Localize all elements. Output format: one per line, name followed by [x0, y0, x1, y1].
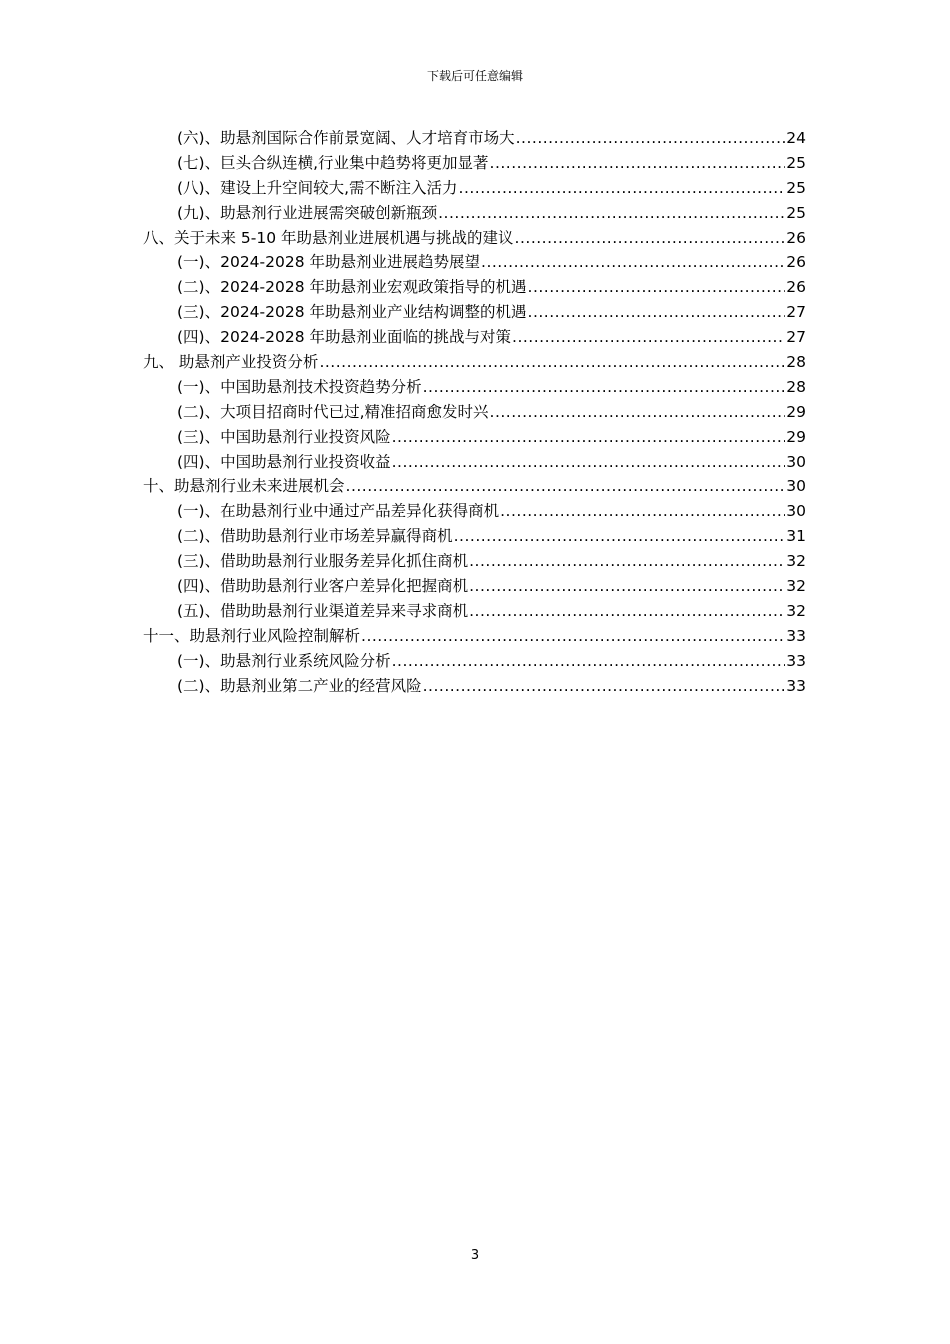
toc-entry-page: 27 [786, 303, 806, 322]
toc-entry-title: (五)、借助助悬剂行业渠道差异来寻求商机 [177, 601, 469, 620]
toc-entry-title: (七)、巨头合纵连横,行业集中趋势将更加显著 [177, 153, 489, 172]
toc-entry[interactable] [143, 350, 806, 375]
toc-entry-page: 30 [786, 452, 806, 471]
toc-dot-leader [469, 574, 785, 599]
toc-entry-page: 26 [786, 253, 806, 272]
toc-entry[interactable] [143, 375, 806, 400]
toc-entry[interactable] [143, 201, 806, 226]
toc-entry[interactable] [143, 499, 806, 524]
toc-entry[interactable] [143, 226, 806, 251]
toc-entry-page: 33 [786, 676, 806, 695]
toc-entry[interactable] [143, 599, 806, 624]
toc-dot-leader [346, 474, 786, 499]
toc-entry-title: (三)、借助助悬剂行业服务差异化抓住商机 [177, 552, 469, 571]
toc-entry-page: 30 [786, 477, 806, 496]
toc-dot-leader [438, 201, 785, 226]
toc-entry-page: 25 [786, 178, 806, 197]
toc-entry[interactable] [143, 151, 806, 176]
toc-entry-title: (二)、2024-2028 年助悬剂业宏观政策指导的机遇 [177, 278, 527, 297]
toc-entry-title: (九)、助悬剂行业进展需突破创新瓶颈 [177, 203, 438, 222]
toc-dot-leader [392, 425, 786, 450]
toc-entry-title: (一)、2024-2028 年助悬剂业进展趋势展望 [177, 253, 481, 272]
toc-entry-page: 28 [786, 353, 806, 372]
toc-entry-title: (二)、大项目招商时代已过,精准招商愈发时兴 [177, 402, 489, 421]
toc-entry[interactable] [143, 300, 806, 325]
toc-dot-leader [459, 176, 786, 201]
toc-entry[interactable] [143, 474, 806, 499]
page-header: 下载后可任意编辑 [426, 69, 523, 83]
toc-dot-leader [490, 400, 786, 425]
toc-entry-title: 十、助悬剂行业未来进展机会 [143, 477, 345, 496]
toc-dot-leader [515, 226, 786, 251]
toc-dot-leader [490, 151, 786, 176]
toc-entry-title: (三)、2024-2028 年助悬剂业产业结构调整的机遇 [177, 303, 527, 322]
table-of-contents [143, 126, 806, 698]
toc-entry-page: 32 [786, 577, 806, 596]
toc-entry[interactable] [143, 624, 806, 649]
toc-entry-page: 33 [786, 626, 806, 645]
toc-entry-page: 32 [786, 601, 806, 620]
toc-entry-title: (一)、中国助悬剂技术投资趋势分析 [177, 377, 422, 396]
toc-entry-title: (一)、助悬剂行业系统风险分析 [177, 651, 391, 670]
toc-entry[interactable] [143, 549, 806, 574]
toc-entry-title: (四)、中国助悬剂行业投资收益 [177, 452, 391, 471]
toc-entry-title: (二)、借助助悬剂行业市场差异赢得商机 [177, 527, 453, 546]
toc-entry-title: (二)、助悬剂业第二产业的经营风险 [177, 676, 422, 695]
toc-dot-leader [454, 524, 786, 549]
toc-entry-title: (六)、助悬剂国际合作前景宽阔、人才培育市场大 [177, 129, 515, 147]
toc-dot-leader [512, 325, 785, 350]
toc-entry[interactable] [143, 450, 806, 475]
toc-dot-leader [361, 624, 785, 649]
toc-entry-title: (四)、借助助悬剂行业客户差异化把握商机 [177, 577, 469, 596]
toc-dot-leader [423, 375, 786, 400]
toc-entry-title: (四)、2024-2028 年助悬剂业面临的挑战与对策 [177, 328, 512, 347]
toc-entry-page: 25 [786, 203, 806, 222]
toc-entry-title: 八、关于未来 5-10 年助悬剂业进展机遇与挑战的建议 [143, 228, 514, 247]
toc-entry-title: 十一、助悬剂行业风险控制解析 [143, 626, 361, 645]
toc-entry[interactable] [143, 275, 806, 300]
toc-dot-leader [392, 450, 786, 475]
toc-entry-page: 29 [786, 427, 806, 446]
toc-dot-leader [469, 549, 785, 574]
toc-entry[interactable] [143, 574, 806, 599]
toc-entry[interactable] [143, 325, 806, 350]
toc-dot-leader [392, 649, 786, 674]
toc-entry[interactable] [143, 524, 806, 549]
toc-entry[interactable] [143, 250, 806, 275]
toc-entry-page: 25 [786, 153, 806, 172]
toc-entry-page: 24 [786, 129, 806, 147]
toc-dot-leader [481, 250, 785, 275]
toc-dot-leader [528, 300, 786, 325]
page-number: 3 [470, 1248, 480, 1263]
toc-entry-page: 31 [786, 527, 806, 546]
toc-entry-page: 32 [786, 552, 806, 571]
toc-dot-leader [516, 126, 786, 151]
toc-dot-leader [469, 599, 785, 624]
toc-entry-page: 27 [786, 328, 806, 347]
toc-entry-title: (八)、建设上升空间较大,需不断注入活力 [177, 178, 458, 197]
toc-dot-leader [423, 674, 786, 699]
toc-entry-page: 30 [786, 502, 806, 521]
toc-entry-page: 28 [786, 377, 806, 396]
toc-dot-leader [319, 350, 785, 375]
toc-entry[interactable] [143, 425, 806, 450]
toc-entry[interactable] [143, 674, 806, 699]
toc-entry-title: (一)、在助悬剂行业中通过产品差异化获得商机 [177, 502, 500, 521]
toc-entry-title: (三)、中国助悬剂行业投资风险 [177, 427, 391, 446]
toc-dot-leader [500, 499, 785, 524]
toc-entry-page: 29 [786, 402, 806, 421]
toc-entry[interactable] [143, 126, 806, 151]
toc-entry[interactable] [143, 649, 806, 674]
toc-entry-page: 26 [786, 278, 806, 297]
toc-entry-title: 九、 助悬剂产业投资分析 [143, 353, 319, 372]
toc-entry-page: 33 [786, 651, 806, 670]
toc-entry[interactable] [143, 176, 806, 201]
toc-dot-leader [528, 275, 786, 300]
toc-entry[interactable] [143, 400, 806, 425]
toc-entry-page: 26 [786, 228, 806, 247]
